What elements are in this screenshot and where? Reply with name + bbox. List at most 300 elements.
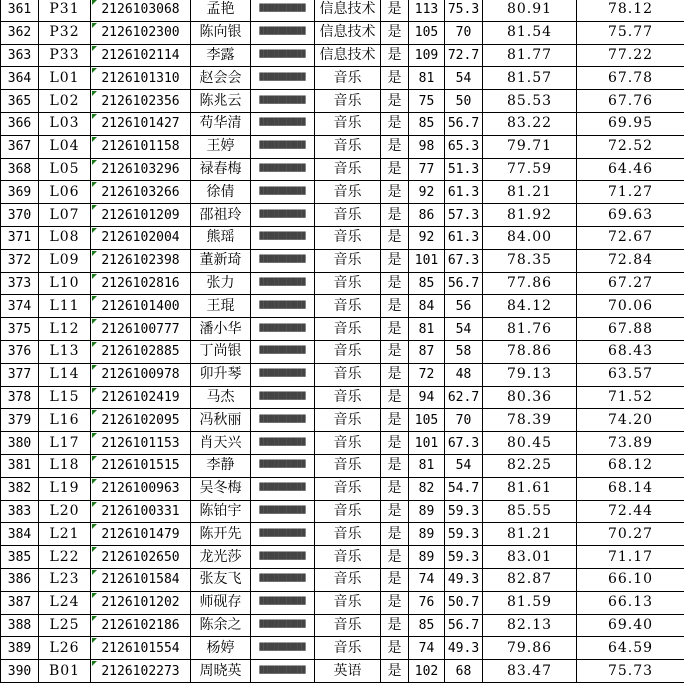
- exam-id-cell: 2126102095: [91, 409, 191, 432]
- table-row: [1, 340, 684, 363]
- written-converted-cell: 57.3: [445, 204, 483, 227]
- code-cell: L09: [39, 249, 91, 272]
- code-cell: L02: [39, 90, 91, 113]
- total-cell: 68.43: [577, 340, 684, 363]
- code-cell: L14: [39, 363, 91, 386]
- written-converted-cell: 50.7: [445, 591, 483, 614]
- total-cell: 71.52: [577, 386, 684, 409]
- written-converted-cell: 50: [445, 90, 483, 113]
- name-cell: 张友飞: [191, 568, 251, 591]
- written-raw-cell: 72: [409, 363, 445, 386]
- exam-id-cell: 2126103266: [91, 181, 191, 204]
- exam-id-cell: 2126101515: [91, 454, 191, 477]
- seq-cell: 381: [1, 454, 39, 477]
- written-raw-cell: 92: [409, 181, 445, 204]
- written-converted-cell: 59.3: [445, 523, 483, 546]
- written-raw-cell: 113: [409, 0, 445, 21]
- interview-cell: 81.77: [483, 44, 577, 67]
- table-row: [1, 272, 684, 295]
- name-cell: 禄春梅: [191, 158, 251, 181]
- written-raw-cell: 89: [409, 500, 445, 523]
- written-converted-cell: 61.3: [445, 181, 483, 204]
- seq-cell: 378: [1, 386, 39, 409]
- table-row: [1, 637, 684, 660]
- exam-id-cell: 2126101153: [91, 432, 191, 455]
- qualified-cell: 是: [381, 112, 409, 135]
- written-raw-cell: 74: [409, 637, 445, 660]
- interview-cell: 84.12: [483, 295, 577, 318]
- table-row: [1, 204, 684, 227]
- written-raw-cell: 89: [409, 523, 445, 546]
- table-row: [1, 226, 684, 249]
- name-cell: 赵会会: [191, 67, 251, 90]
- seq-cell: 363: [1, 44, 39, 67]
- subject-cell: 音乐: [315, 181, 381, 204]
- subject-cell: 音乐: [315, 523, 381, 546]
- written-converted-cell: 67.3: [445, 249, 483, 272]
- interview-cell: 85.55: [483, 500, 577, 523]
- redacted-cell: ████████████: [251, 90, 315, 113]
- code-cell: L04: [39, 135, 91, 158]
- seq-cell: 380: [1, 432, 39, 455]
- code-cell: L17: [39, 432, 91, 455]
- table-row: [1, 477, 684, 500]
- qualified-cell: 是: [381, 90, 409, 113]
- interview-cell: 78.35: [483, 249, 577, 272]
- name-cell: 王婷: [191, 135, 251, 158]
- written-converted-cell: 67.3: [445, 432, 483, 455]
- total-cell: 77.22: [577, 44, 684, 67]
- written-raw-cell: 87: [409, 340, 445, 363]
- subject-cell: 音乐: [315, 112, 381, 135]
- subject-cell: 音乐: [315, 614, 381, 637]
- table-row: [1, 568, 684, 591]
- code-cell: P31: [39, 0, 91, 21]
- total-cell: 66.13: [577, 591, 684, 614]
- interview-cell: 78.86: [483, 340, 577, 363]
- total-cell: 66.10: [577, 568, 684, 591]
- table-row: [1, 21, 684, 44]
- interview-cell: 80.91: [483, 0, 577, 21]
- written-converted-cell: 70: [445, 409, 483, 432]
- name-cell: 师砚存: [191, 591, 251, 614]
- redacted-cell: ████████████: [251, 477, 315, 500]
- qualified-cell: 是: [381, 614, 409, 637]
- seq-cell: 385: [1, 546, 39, 569]
- interview-cell: 82.87: [483, 568, 577, 591]
- qualified-cell: 是: [381, 158, 409, 181]
- code-cell: L20: [39, 500, 91, 523]
- seq-cell: 361: [1, 0, 39, 21]
- interview-cell: 81.57: [483, 67, 577, 90]
- interview-cell: 83.47: [483, 660, 577, 683]
- qualified-cell: 是: [381, 135, 409, 158]
- written-converted-cell: 51.3: [445, 158, 483, 181]
- qualified-cell: 是: [381, 454, 409, 477]
- redacted-cell: ████████████: [251, 432, 315, 455]
- total-cell: 69.63: [577, 204, 684, 227]
- total-cell: 64.46: [577, 158, 684, 181]
- total-cell: 63.57: [577, 363, 684, 386]
- table-row: [1, 90, 684, 113]
- interview-cell: 77.86: [483, 272, 577, 295]
- code-cell: L15: [39, 386, 91, 409]
- table-row: [1, 546, 684, 569]
- qualified-cell: 是: [381, 591, 409, 614]
- subject-cell: 音乐: [315, 386, 381, 409]
- qualified-cell: 是: [381, 363, 409, 386]
- seq-cell: 362: [1, 21, 39, 44]
- subject-cell: 音乐: [315, 409, 381, 432]
- qualified-cell: 是: [381, 546, 409, 569]
- qualified-cell: 是: [381, 386, 409, 409]
- total-cell: 69.40: [577, 614, 684, 637]
- name-cell: 吴冬梅: [191, 477, 251, 500]
- table-row: [1, 523, 684, 546]
- qualified-cell: 是: [381, 500, 409, 523]
- seq-cell: 365: [1, 90, 39, 113]
- subject-cell: 音乐: [315, 90, 381, 113]
- interview-cell: 82.13: [483, 614, 577, 637]
- exam-id-cell: 2126102186: [91, 614, 191, 637]
- redacted-cell: ████████████: [251, 454, 315, 477]
- seq-cell: 389: [1, 637, 39, 660]
- qualified-cell: 是: [381, 409, 409, 432]
- redacted-cell: ████████████: [251, 591, 315, 614]
- name-cell: 李静: [191, 454, 251, 477]
- name-cell: 董新琦: [191, 249, 251, 272]
- redacted-cell: ████████████: [251, 546, 315, 569]
- written-raw-cell: 76: [409, 591, 445, 614]
- subject-cell: 音乐: [315, 454, 381, 477]
- qualified-cell: 是: [381, 295, 409, 318]
- subject-cell: 音乐: [315, 568, 381, 591]
- table-row: [1, 44, 684, 67]
- written-raw-cell: 86: [409, 204, 445, 227]
- qualified-cell: 是: [381, 249, 409, 272]
- name-cell: 苟华清: [191, 112, 251, 135]
- seq-cell: 366: [1, 112, 39, 135]
- total-cell: 68.12: [577, 454, 684, 477]
- written-converted-cell: 59.3: [445, 546, 483, 569]
- code-cell: P33: [39, 44, 91, 67]
- table-row: [1, 318, 684, 341]
- written-converted-cell: 62.7: [445, 386, 483, 409]
- subject-cell: 音乐: [315, 67, 381, 90]
- subject-cell: 音乐: [315, 272, 381, 295]
- code-cell: L10: [39, 272, 91, 295]
- interview-cell: 80.45: [483, 432, 577, 455]
- subject-cell: 音乐: [315, 500, 381, 523]
- qualified-cell: 是: [381, 67, 409, 90]
- code-cell: L18: [39, 454, 91, 477]
- total-cell: 73.89: [577, 432, 684, 455]
- subject-cell: 音乐: [315, 432, 381, 455]
- qualified-cell: 是: [381, 44, 409, 67]
- written-converted-cell: 54: [445, 67, 483, 90]
- written-raw-cell: 81: [409, 318, 445, 341]
- table-row: [1, 386, 684, 409]
- qualified-cell: 是: [381, 318, 409, 341]
- code-cell: L06: [39, 181, 91, 204]
- written-converted-cell: 56: [445, 295, 483, 318]
- seq-cell: 379: [1, 409, 39, 432]
- table-row: [1, 249, 684, 272]
- redacted-cell: ████████████: [251, 409, 315, 432]
- exam-id-cell: 2126102650: [91, 546, 191, 569]
- total-cell: 67.76: [577, 90, 684, 113]
- name-cell: 周晓英: [191, 660, 251, 683]
- exam-id-cell: 2126102273: [91, 660, 191, 683]
- exam-id-cell: 2126103068: [91, 0, 191, 21]
- written-raw-cell: 81: [409, 67, 445, 90]
- interview-cell: 83.22: [483, 112, 577, 135]
- exam-id-cell: 2126101202: [91, 591, 191, 614]
- interview-cell: 81.61: [483, 477, 577, 500]
- written-raw-cell: 77: [409, 158, 445, 181]
- table-row: [1, 135, 684, 158]
- written-raw-cell: 101: [409, 249, 445, 272]
- table-row: [1, 660, 684, 683]
- interview-cell: 77.59: [483, 158, 577, 181]
- written-raw-cell: 74: [409, 568, 445, 591]
- interview-cell: 79.13: [483, 363, 577, 386]
- seq-cell: 376: [1, 340, 39, 363]
- exam-id-cell: 2126101584: [91, 568, 191, 591]
- total-cell: 67.78: [577, 67, 684, 90]
- seq-cell: 377: [1, 363, 39, 386]
- seq-cell: 390: [1, 660, 39, 683]
- seq-cell: 369: [1, 181, 39, 204]
- redacted-cell: ████████████: [251, 386, 315, 409]
- seq-cell: 373: [1, 272, 39, 295]
- total-cell: 67.27: [577, 272, 684, 295]
- redacted-cell: ████████████: [251, 0, 315, 21]
- name-cell: 陈开先: [191, 523, 251, 546]
- seq-cell: 384: [1, 523, 39, 546]
- exam-id-cell: 2126102356: [91, 90, 191, 113]
- name-cell: 徐倩: [191, 181, 251, 204]
- qualified-cell: 是: [381, 432, 409, 455]
- total-cell: 64.59: [577, 637, 684, 660]
- seq-cell: 372: [1, 249, 39, 272]
- name-cell: 邵祖玲: [191, 204, 251, 227]
- written-raw-cell: 84: [409, 295, 445, 318]
- written-converted-cell: 65.3: [445, 135, 483, 158]
- written-converted-cell: 68: [445, 660, 483, 683]
- subject-cell: 音乐: [315, 363, 381, 386]
- total-cell: 72.52: [577, 135, 684, 158]
- seq-cell: 364: [1, 67, 39, 90]
- exam-id-cell: 2126103296: [91, 158, 191, 181]
- exam-id-cell: 2126102885: [91, 340, 191, 363]
- exam-id-cell: 2126101310: [91, 67, 191, 90]
- seq-cell: 382: [1, 477, 39, 500]
- redacted-cell: ████████████: [251, 500, 315, 523]
- redacted-cell: ████████████: [251, 340, 315, 363]
- redacted-cell: ████████████: [251, 112, 315, 135]
- redacted-cell: ████████████: [251, 204, 315, 227]
- code-cell: L22: [39, 546, 91, 569]
- interview-cell: 81.92: [483, 204, 577, 227]
- written-raw-cell: 81: [409, 454, 445, 477]
- name-cell: 孟艳: [191, 0, 251, 21]
- subject-cell: 音乐: [315, 226, 381, 249]
- table-row: [1, 295, 684, 318]
- table-row: [1, 432, 684, 455]
- subject-cell: 信息技术: [315, 0, 381, 21]
- interview-cell: 81.59: [483, 591, 577, 614]
- interview-cell: 79.86: [483, 637, 577, 660]
- subject-cell: 音乐: [315, 135, 381, 158]
- code-cell: L13: [39, 340, 91, 363]
- redacted-cell: ████████████: [251, 135, 315, 158]
- total-cell: 74.20: [577, 409, 684, 432]
- written-raw-cell: 105: [409, 21, 445, 44]
- code-cell: L16: [39, 409, 91, 432]
- written-converted-cell: 58: [445, 340, 483, 363]
- redacted-cell: ████████████: [251, 226, 315, 249]
- name-cell: 马杰: [191, 386, 251, 409]
- total-cell: 72.67: [577, 226, 684, 249]
- exam-id-cell: 2126101209: [91, 204, 191, 227]
- code-cell: L12: [39, 318, 91, 341]
- written-converted-cell: 49.3: [445, 637, 483, 660]
- interview-cell: 80.36: [483, 386, 577, 409]
- qualified-cell: 是: [381, 21, 409, 44]
- written-raw-cell: 85: [409, 112, 445, 135]
- code-cell: L05: [39, 158, 91, 181]
- total-cell: 72.84: [577, 249, 684, 272]
- total-cell: 67.88: [577, 318, 684, 341]
- interview-cell: 83.01: [483, 546, 577, 569]
- code-cell: L26: [39, 637, 91, 660]
- exam-id-cell: 2126101427: [91, 112, 191, 135]
- qualified-cell: 是: [381, 477, 409, 500]
- table-row: [1, 614, 684, 637]
- exam-id-cell: 2126102398: [91, 249, 191, 272]
- table-row: [1, 409, 684, 432]
- qualified-cell: 是: [381, 0, 409, 21]
- name-cell: 陈向银: [191, 21, 251, 44]
- written-converted-cell: 49.3: [445, 568, 483, 591]
- total-cell: 71.17: [577, 546, 684, 569]
- exam-id-cell: 2126102419: [91, 386, 191, 409]
- qualified-cell: 是: [381, 637, 409, 660]
- written-raw-cell: 105: [409, 409, 445, 432]
- subject-cell: 信息技术: [315, 44, 381, 67]
- seq-cell: 375: [1, 318, 39, 341]
- redacted-cell: ████████████: [251, 67, 315, 90]
- interview-cell: 82.25: [483, 454, 577, 477]
- written-converted-cell: 54: [445, 454, 483, 477]
- interview-cell: 79.71: [483, 135, 577, 158]
- code-cell: L19: [39, 477, 91, 500]
- subject-cell: 音乐: [315, 318, 381, 341]
- written-raw-cell: 109: [409, 44, 445, 67]
- name-cell: 肖天兴: [191, 432, 251, 455]
- written-converted-cell: 54.7: [445, 477, 483, 500]
- total-cell: 70.06: [577, 295, 684, 318]
- interview-cell: 81.21: [483, 523, 577, 546]
- total-cell: 72.44: [577, 500, 684, 523]
- code-cell: L11: [39, 295, 91, 318]
- redacted-cell: ████████████: [251, 523, 315, 546]
- code-cell: L03: [39, 112, 91, 135]
- code-cell: L01: [39, 67, 91, 90]
- written-raw-cell: 75: [409, 90, 445, 113]
- name-cell: 王琨: [191, 295, 251, 318]
- written-raw-cell: 89: [409, 546, 445, 569]
- total-cell: 70.27: [577, 523, 684, 546]
- code-cell: L21: [39, 523, 91, 546]
- subject-cell: 音乐: [315, 637, 381, 660]
- total-cell: 69.95: [577, 112, 684, 135]
- interview-cell: 85.53: [483, 90, 577, 113]
- table-row: [1, 454, 684, 477]
- name-cell: 潘小华: [191, 318, 251, 341]
- subject-cell: 音乐: [315, 295, 381, 318]
- code-cell: L23: [39, 568, 91, 591]
- written-raw-cell: 85: [409, 272, 445, 295]
- exam-id-cell: 2126102816: [91, 272, 191, 295]
- total-cell: 75.73: [577, 660, 684, 683]
- name-cell: 陈兆云: [191, 90, 251, 113]
- subject-cell: 音乐: [315, 204, 381, 227]
- exam-id-cell: 2126100331: [91, 500, 191, 523]
- subject-cell: 音乐: [315, 340, 381, 363]
- total-cell: 75.77: [577, 21, 684, 44]
- redacted-cell: ████████████: [251, 272, 315, 295]
- written-raw-cell: 98: [409, 135, 445, 158]
- redacted-cell: ████████████: [251, 568, 315, 591]
- written-raw-cell: 102: [409, 660, 445, 683]
- interview-cell: 78.39: [483, 409, 577, 432]
- redacted-cell: ████████████: [251, 637, 315, 660]
- written-raw-cell: 85: [409, 614, 445, 637]
- seq-cell: 388: [1, 614, 39, 637]
- seq-cell: 374: [1, 295, 39, 318]
- redacted-cell: ████████████: [251, 181, 315, 204]
- name-cell: 卯升琴: [191, 363, 251, 386]
- redacted-cell: ████████████: [251, 21, 315, 44]
- code-cell: L24: [39, 591, 91, 614]
- redacted-cell: ████████████: [251, 318, 315, 341]
- seq-cell: 367: [1, 135, 39, 158]
- seq-cell: 387: [1, 591, 39, 614]
- code-cell: B01: [39, 660, 91, 683]
- seq-cell: 368: [1, 158, 39, 181]
- redacted-cell: ████████████: [251, 44, 315, 67]
- written-converted-cell: 56.7: [445, 272, 483, 295]
- table-row: [1, 158, 684, 181]
- seq-cell: 383: [1, 500, 39, 523]
- name-cell: 陈铂宇: [191, 500, 251, 523]
- table-row: [1, 363, 684, 386]
- code-cell: L07: [39, 204, 91, 227]
- written-converted-cell: 56.7: [445, 112, 483, 135]
- seq-cell: 371: [1, 226, 39, 249]
- exam-id-cell: 2126100978: [91, 363, 191, 386]
- written-converted-cell: 54: [445, 318, 483, 341]
- interview-cell: 81.21: [483, 181, 577, 204]
- name-cell: 丁尚银: [191, 340, 251, 363]
- written-converted-cell: 56.7: [445, 614, 483, 637]
- code-cell: L25: [39, 614, 91, 637]
- qualified-cell: 是: [381, 204, 409, 227]
- name-cell: 熊瑶: [191, 226, 251, 249]
- interview-cell: 84.00: [483, 226, 577, 249]
